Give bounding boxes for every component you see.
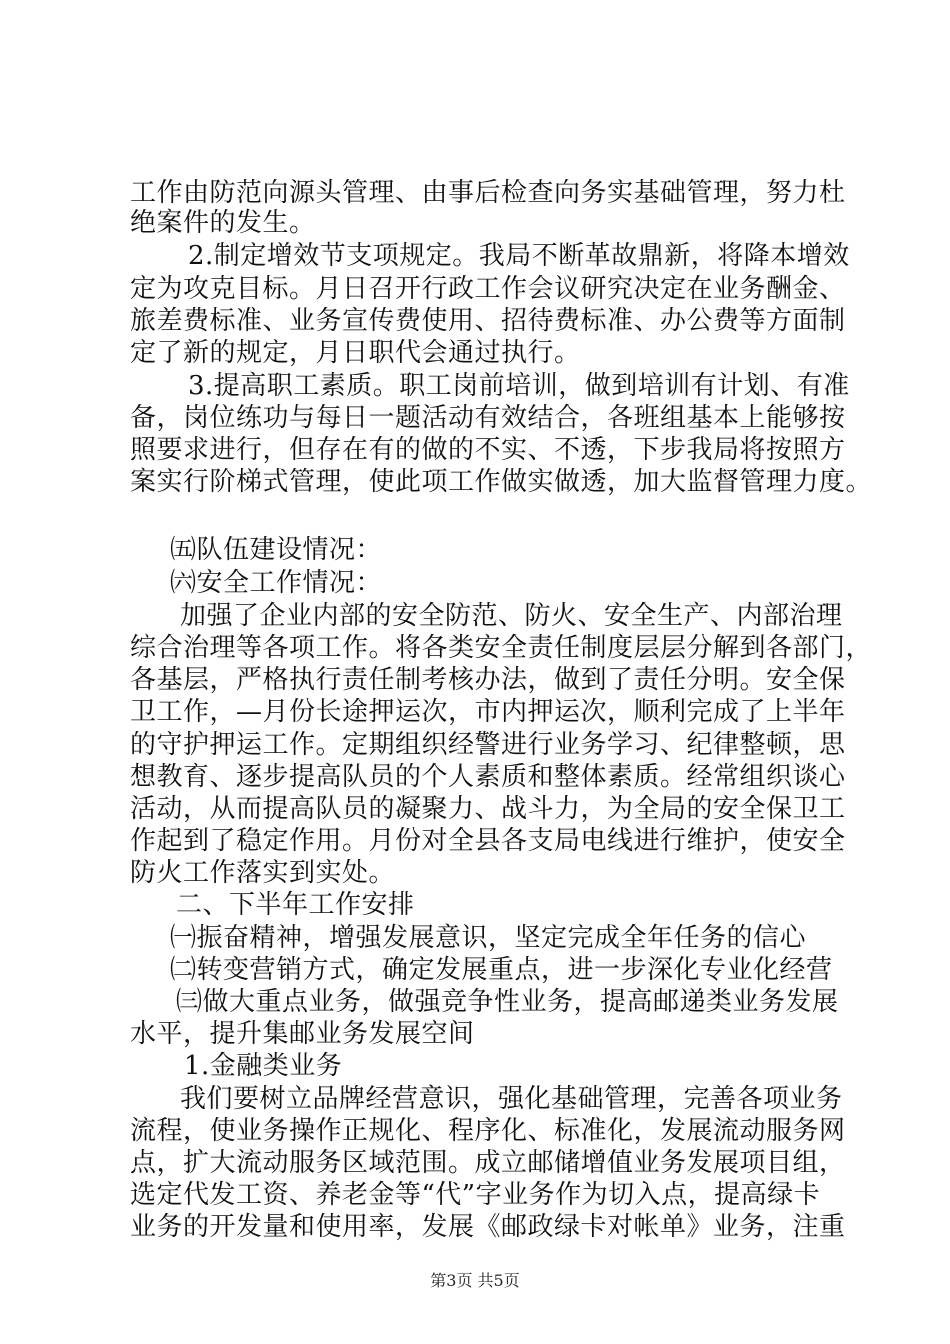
text-line: 定了新的规定，月日职代会通过执行。 bbox=[130, 338, 581, 368]
text-line: 定为攻克目标。月日召开行政工作会议研究决定在业务酬金、 bbox=[130, 274, 846, 304]
text-line: 加强了企业内部的安全防范、防火、安全生产、内部治理 bbox=[180, 601, 843, 631]
text-line: 流程，使业务操作正规化、程序化、标准化，发展流动服务网 bbox=[130, 1116, 846, 1146]
section-heading: 二、下半年工作安排 bbox=[176, 890, 415, 920]
text-line: 点，扩大流动服务区域范围。成立邮储增值业务发展项目组， bbox=[130, 1148, 846, 1178]
text-line: 2.制定增效节支项规定。我局不断革故鼎新，将降本增效 bbox=[188, 241, 850, 271]
text-line: 水平，提升集邮业务发展空间 bbox=[130, 1019, 475, 1049]
text-line: 旅差费标准、业务宣传费使用、招待费标准、办公费等方面制 bbox=[130, 306, 846, 336]
text-line: 作起到了稳定作用。月份对全县各支局电线进行维护，使安全 bbox=[130, 826, 846, 856]
subsection-heading: ㈠振奋精神，增强发展意识，坚定完成全年任务的信心 bbox=[170, 923, 807, 953]
text-line: 备，岗位练功与每日一题活动有效结合，各班组基本上能够按 bbox=[130, 403, 846, 433]
text-line: 卫工作，—月份长途押运次，市内押运次，顺利完成了上半年 bbox=[130, 697, 846, 727]
section-heading: ㈥安全工作情况： bbox=[170, 568, 383, 598]
text-line: 3.提高职工素质。职工岗前培训，做到培训有计划、有准 bbox=[188, 371, 850, 401]
text-line: 选定代发工资、养老金等“代”字业务作为切入点，提高绿卡 bbox=[130, 1180, 821, 1210]
text-line: 综合治理等各项工作。将各类安全责任制度层层分解到各部门， bbox=[130, 633, 873, 663]
text-line: 各基层，严格执行责任制考核办法，做到了责任分明。安全保 bbox=[130, 665, 846, 695]
text-line: 工作由防范向源头管理、由事后检查向务实基础管理，努力杜 bbox=[130, 178, 846, 208]
text-line: 绝案件的发生。 bbox=[130, 208, 316, 238]
text-line: 想教育、逐步提高队员的个人素质和整体素质。经常组织谈心 bbox=[130, 762, 846, 792]
text-line: 我们要树立品牌经营意识，强化基础管理，完善各项业务 bbox=[180, 1084, 843, 1114]
text-line: 活动，从而提高队员的凝聚力、战斗力，为全局的安全保卫工 bbox=[130, 794, 846, 824]
subsection-heading: ㈡转变营销方式，确定发展重点，进一步深化专业化经营 bbox=[170, 955, 833, 985]
text-line: 业务的开发量和使用率，发展《邮政绿卡对帐单》业务，注重 bbox=[130, 1212, 846, 1242]
text-line: 的守护押运工作。定期组织经警进行业务学习、纪律整顿，思 bbox=[130, 730, 846, 760]
text-line: 案实行阶梯式管理，使此项工作做实做透，加大监督管理力度。 bbox=[130, 467, 873, 497]
page-number-footer: 第3页 共5页 bbox=[430, 1271, 520, 1290]
text-line: 防火工作落实到实处。 bbox=[130, 858, 396, 888]
subsection-heading: 1.金融类业务 bbox=[184, 1051, 343, 1081]
text-line: 照要求进行，但存在有的做的不实、不透，下步我局将按照方 bbox=[130, 435, 846, 465]
subsection-heading: ㈢做大重点业务，做强竞争性业务，提高邮递类业务发展 bbox=[176, 987, 839, 1017]
section-heading: ㈤队伍建设情况： bbox=[170, 535, 383, 565]
